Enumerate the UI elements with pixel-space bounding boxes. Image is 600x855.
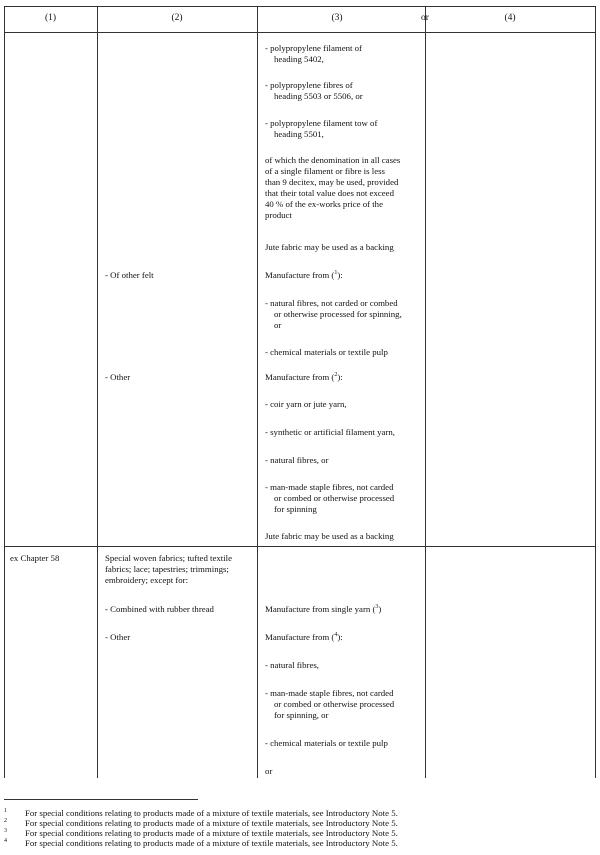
cell-text: - chemical materials or textile pulp: [265, 347, 388, 357]
cell-text: of which the denomination in all cases: [265, 155, 401, 165]
cell-text: - polypropylene filament tow of: [265, 118, 378, 128]
cell-text: or: [274, 320, 282, 330]
other-manufacture: Manufacture from ($^4$):: [265, 632, 343, 642]
footnote-text: For special conditions relating to products made of a mixture of textile materials, see Introductory Note 5.: [25, 808, 398, 818]
cell-text: Jute fabric may be used as a backing: [265, 531, 394, 541]
cell-text: heading 5402,: [274, 54, 324, 64]
column-divider-3: [425, 6, 426, 778]
chapter-code: ex Chapter 58: [10, 553, 60, 563]
cell-text: or: [265, 766, 273, 776]
cell-text: - natural fibres,: [265, 660, 319, 670]
column-divider-1: [97, 6, 98, 778]
table-border-top: [4, 6, 596, 7]
footnote-text: For special conditions relating to products made of a mixture of textile materials, see Introductory Note 5.: [25, 838, 398, 848]
chapter-description: Special woven fabrics; tufted textile: [105, 553, 233, 563]
felt-manufacture: Manufacture from ($^1$):: [265, 270, 343, 280]
footnote-rule: [4, 799, 198, 800]
other-label: - Other: [105, 632, 131, 642]
rubber-manufacture: Manufacture from single yarn ($^3$): [265, 604, 382, 614]
footnote-number: 2: [4, 818, 7, 824]
table-border-right: [595, 6, 596, 778]
column-header-1: (1): [44, 13, 57, 23]
cell-text: - polypropylene filament of: [265, 43, 362, 53]
cell-text: 40 % of the ex-works price of the: [265, 199, 383, 209]
cell-text: Jute fabric may be used as a backing: [265, 242, 394, 252]
footnote-number: 4: [4, 838, 7, 844]
footnote-number: 1: [4, 808, 7, 814]
column-divider-2: [257, 6, 258, 778]
column-header-4: (4): [504, 13, 516, 23]
cell-text: - natural fibres, or: [265, 455, 329, 465]
cell-text: - man-made staple fibres, not carded: [265, 688, 394, 698]
cell-text: - polypropylene fibres of: [265, 80, 353, 90]
other-manufacture: Manufacture from ($^2$):: [265, 372, 343, 382]
other-label: - Other: [105, 372, 131, 382]
cell-text: than 9 decitex, may be used, provided: [265, 177, 399, 187]
cell-text: for spinning: [274, 504, 317, 514]
footnote-text: For special conditions relating to products made of a mixture of textile materials, see Introductory Note 5.: [25, 828, 398, 838]
cell-text: or combed or otherwise processed: [274, 699, 395, 709]
cell-text: - man-made staple fibres, not carded: [265, 482, 394, 492]
footnote-text: For special conditions relating to products made of a mixture of textile materials, see Introductory Note 5.: [25, 818, 398, 828]
chapter-description: fabrics; lace; tapestries; trimmings;: [105, 564, 229, 574]
cell-text: - chemical materials or textile pulp: [265, 738, 388, 748]
table-border-left: [4, 6, 5, 778]
cell-text: - synthetic or artificial filament yarn,: [265, 427, 395, 437]
cell-text: - coir yarn or jute yarn,: [265, 399, 347, 409]
cell-text: heading 5501,: [274, 129, 324, 139]
cell-text: - natural fibres, not carded or combed: [265, 298, 398, 308]
rules-table: [4, 6, 596, 778]
cell-text: or combed or otherwise processed: [274, 493, 395, 503]
cell-text: that their total value does not exceed: [265, 188, 394, 198]
column-header-or: or: [421, 13, 429, 23]
header-row-divider: [4, 32, 596, 33]
column-header-2: (2): [171, 13, 183, 23]
cell-text: of a single filament or fibre is less: [265, 166, 385, 176]
row-divider: [4, 546, 596, 547]
chapter-description: embroidery; except for:: [105, 575, 189, 585]
felt-label: - Of other felt: [105, 270, 154, 280]
column-header-3: (3): [331, 13, 343, 23]
footnote-number: 3: [4, 828, 7, 834]
cell-text: heading 5503 or 5506, or: [274, 91, 363, 101]
cell-text: product: [265, 210, 292, 220]
rubber-label: - Combined with rubber thread: [105, 604, 214, 614]
cell-text: for spinning, or: [274, 710, 329, 720]
cell-text: or otherwise processed for spinning,: [274, 309, 402, 319]
